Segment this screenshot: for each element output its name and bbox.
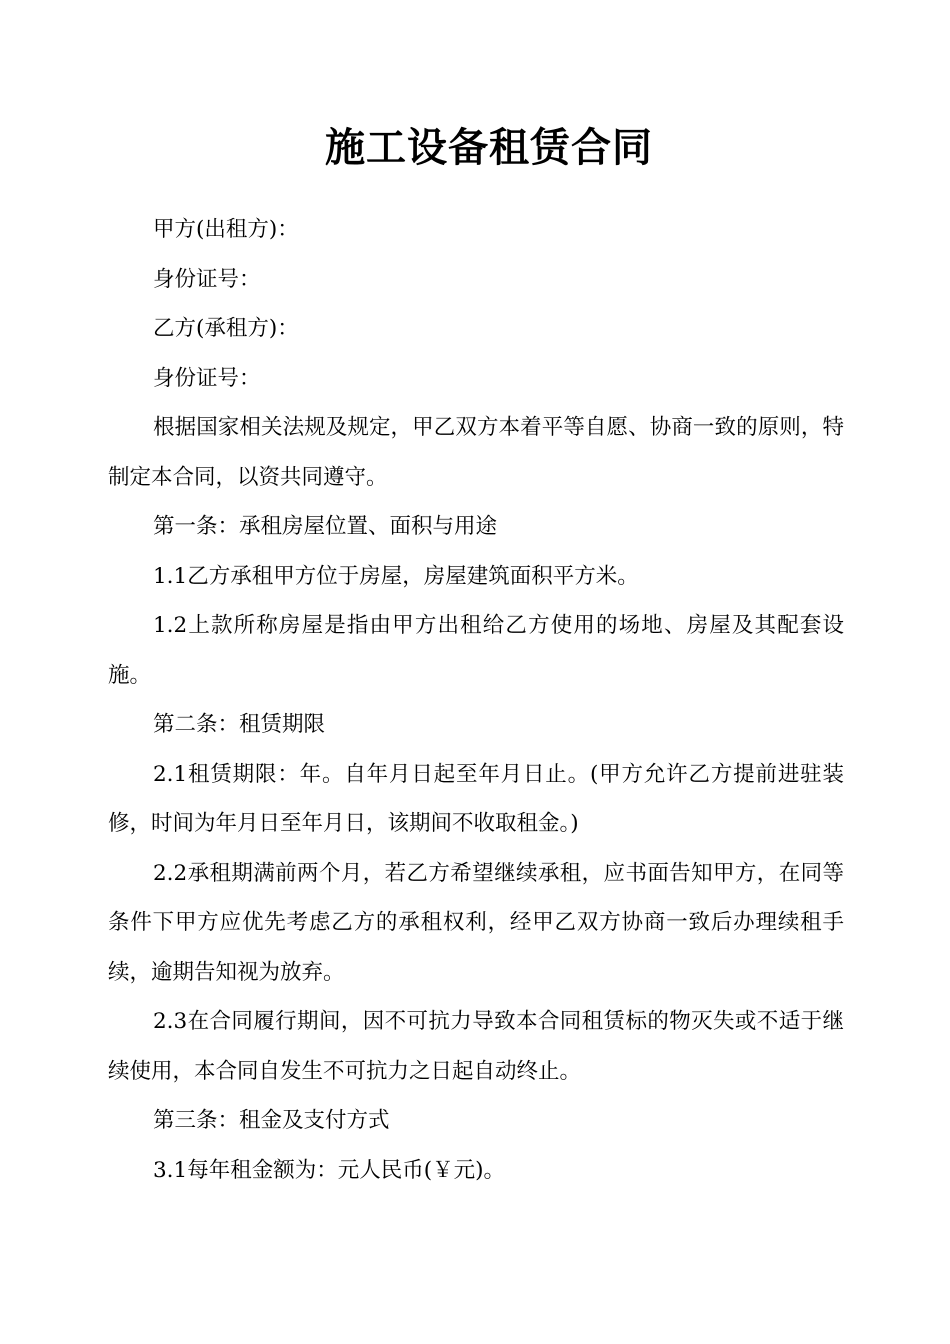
- clause-1-1: 1.1乙方承租甲方位于房屋，房屋建筑面积平方米。: [153, 563, 639, 589]
- party-a-line: 甲方(出租方)：: [153, 217, 299, 242]
- clause-3-1: 3.1每年租金额为：元人民币(￥元)。: [153, 1157, 505, 1183]
- party-b-line: 乙方(承租方)：: [153, 316, 299, 341]
- party-b-id-line: 身份证号：: [153, 365, 261, 391]
- party-a-id-line: 身份证号：: [153, 266, 261, 292]
- article-1-heading: 第一条：承租房屋位置、面积与用途: [153, 514, 498, 539]
- article-2-heading: 第二条：租赁期限: [153, 712, 326, 737]
- clause-2-2: 2.2承租期满前两个月，若乙方希望继续承租，应书面告知甲方，在同等条件下甲方应优先考虑乙方的承租权利，经甲乙双方协商一致后办理续租手续，逾期告知视为放弃。: [108, 860, 844, 985]
- clause-1-2: 1.2上款所称房屋是指由甲方出租给乙方使用的场地、房屋及其配套设施。: [108, 613, 844, 688]
- clause-2-1: 2.1租赁期限：年。自年月日起至年月日止。(甲方允许乙方提前进驻装修，时间为年月日至年月日，该期间不收取租金。): [108, 761, 844, 836]
- preamble-paragraph: 根据国家相关法规及规定，甲乙双方本着平等自愿、协商一致的原则，特制定本合同，以资共同遵守。: [108, 415, 844, 490]
- clause-2-3: 2.3在合同履行期间，因不可抗力导致本合同租赁标的物灭失或不适于继续使用，本合同自发生不可抗力之日起自动终止。: [108, 1009, 844, 1084]
- article-3-heading: 第三条：租金及支付方式: [153, 1108, 390, 1133]
- document-body: [108, 205, 844, 1195]
- document-title: 施工设备租赁合同: [325, 125, 653, 171]
